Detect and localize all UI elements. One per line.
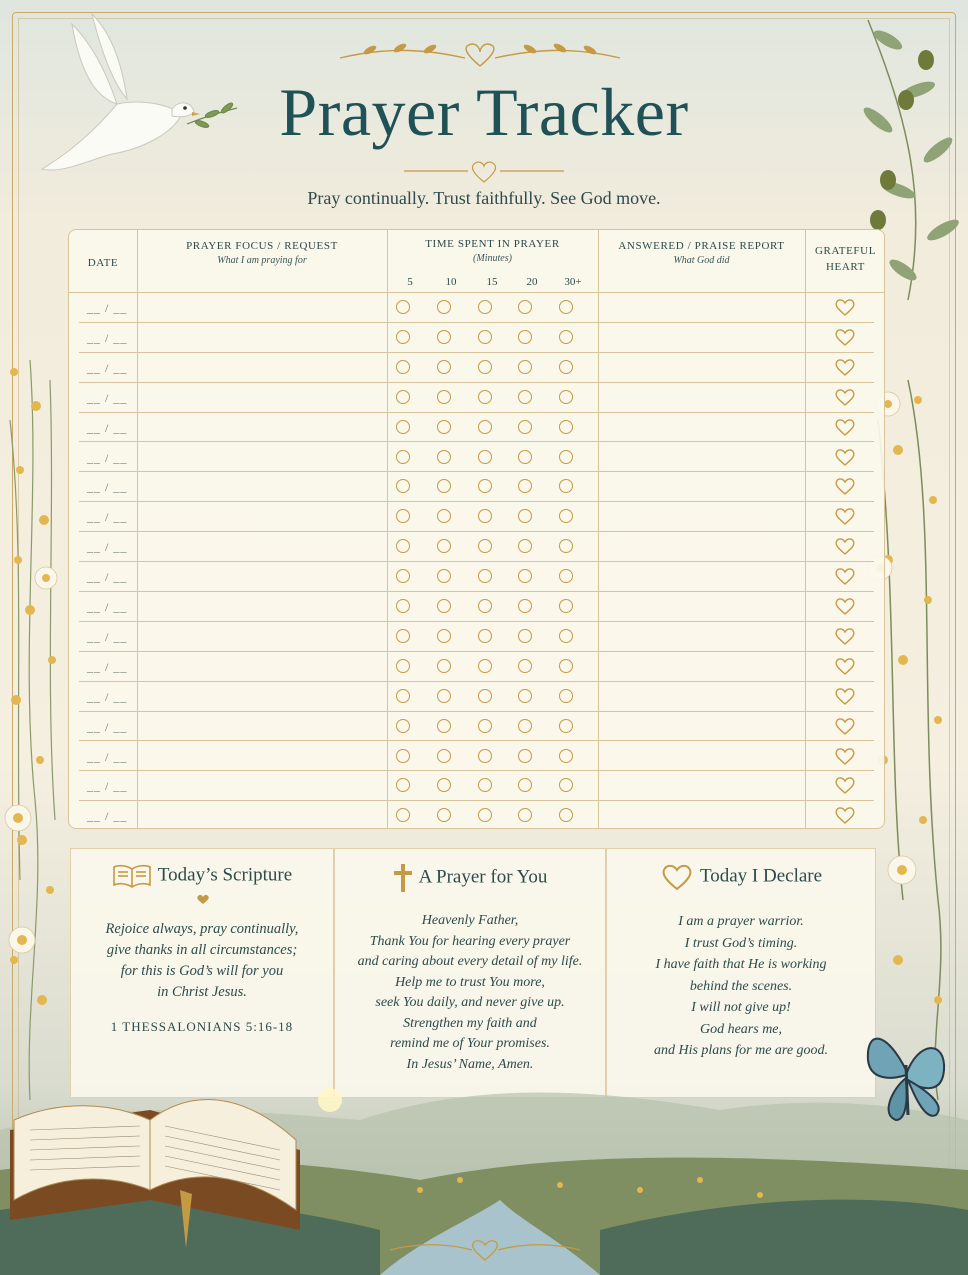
minute-circle-15[interactable] bbox=[478, 420, 492, 434]
bottom-flourish-ornament bbox=[380, 1234, 590, 1264]
bible-icon bbox=[0, 1070, 320, 1250]
prayer-focus-field[interactable] bbox=[139, 293, 385, 321]
table-row bbox=[79, 502, 874, 532]
table-row bbox=[79, 592, 874, 622]
prayer-focus-field[interactable] bbox=[139, 801, 385, 829]
answered-field[interactable] bbox=[600, 652, 805, 680]
answered-field[interactable] bbox=[600, 682, 805, 710]
minute-circle-15[interactable] bbox=[478, 479, 492, 493]
minute-circle-15[interactable] bbox=[478, 300, 492, 314]
butterfly-icon bbox=[856, 1020, 956, 1130]
prayer-focus-field[interactable] bbox=[139, 562, 385, 590]
table-row bbox=[79, 712, 874, 742]
minute-circle-20[interactable] bbox=[518, 808, 532, 822]
prayer-focus-field[interactable] bbox=[139, 502, 385, 530]
minute-circle-15[interactable] bbox=[478, 659, 492, 673]
grateful-heart-icon[interactable] bbox=[834, 686, 856, 706]
date-field[interactable]: __ / __ bbox=[87, 390, 128, 405]
minute-circle-5[interactable] bbox=[396, 360, 410, 374]
minute-circle-30plus[interactable] bbox=[559, 330, 573, 344]
grateful-heart-icon[interactable] bbox=[834, 387, 856, 407]
grateful-heart-icon[interactable] bbox=[834, 775, 856, 795]
grateful-heart-icon[interactable] bbox=[834, 566, 856, 586]
prayer-line: Heavenly Father, bbox=[421, 913, 519, 928]
date-field[interactable]: __ / __ bbox=[87, 360, 128, 375]
prayer-line: remind me of Your promises. bbox=[390, 1036, 550, 1051]
prayer-line: In Jesus’ Name, Amen. bbox=[406, 1056, 534, 1072]
table-row bbox=[79, 682, 874, 712]
grateful-heart-icon[interactable] bbox=[834, 716, 856, 736]
prayer-tracker-table bbox=[68, 229, 885, 829]
declare-line: I am a prayer warrior. bbox=[678, 914, 804, 929]
minute-circle-20[interactable] bbox=[518, 330, 532, 344]
declare-line: I will not give up! bbox=[691, 1000, 791, 1015]
date-field[interactable]: __ / __ bbox=[87, 420, 128, 435]
minute-label: 15 bbox=[486, 276, 498, 288]
prayer-title: A Prayer for You bbox=[418, 866, 548, 888]
minute-circle-10[interactable] bbox=[437, 360, 451, 374]
date-field[interactable]: __ / __ bbox=[87, 330, 128, 345]
minute-circle-15[interactable] bbox=[478, 808, 492, 822]
date-field[interactable]: __ / __ bbox=[87, 749, 128, 764]
table-row bbox=[79, 383, 874, 413]
minute-circle-30plus[interactable] bbox=[559, 450, 573, 464]
minute-circle-5[interactable] bbox=[396, 420, 410, 434]
header-answered-label: ANSWERED / PRAISE REPORT bbox=[618, 240, 785, 252]
minute-circle-5[interactable] bbox=[396, 599, 410, 613]
page-title: Prayer Tracker bbox=[279, 74, 689, 150]
table-row bbox=[79, 622, 874, 652]
prayer-focus-field[interactable] bbox=[139, 532, 385, 560]
minute-circle-5[interactable] bbox=[396, 629, 410, 643]
minute-circle-15[interactable] bbox=[478, 450, 492, 464]
minute-circle-30plus[interactable] bbox=[559, 778, 573, 792]
date-field[interactable]: __ / __ bbox=[87, 540, 128, 555]
minute-circle-10[interactable] bbox=[437, 539, 451, 553]
date-field[interactable]: __ / __ bbox=[87, 510, 128, 525]
date-field[interactable]: __ / __ bbox=[87, 629, 128, 644]
prayer-focus-field[interactable] bbox=[139, 742, 385, 770]
minute-circle-30plus[interactable] bbox=[559, 749, 573, 763]
minute-circle-20[interactable] bbox=[518, 599, 532, 613]
minute-circle-30plus[interactable] bbox=[559, 479, 573, 493]
minute-circle-10[interactable] bbox=[437, 599, 451, 613]
minute-circle-10[interactable] bbox=[437, 450, 451, 464]
minute-circle-30plus[interactable] bbox=[559, 659, 573, 673]
minute-circle-30plus[interactable] bbox=[559, 689, 573, 703]
date-field[interactable]: __ / __ bbox=[87, 570, 128, 585]
minute-circle-15[interactable] bbox=[478, 719, 492, 733]
prayer-line: Help me to trust You more, bbox=[395, 974, 545, 990]
scripture-reference: 1 THESSALONIANS 5:16-18 bbox=[110, 1019, 294, 1034]
minute-circle-30plus[interactable] bbox=[559, 599, 573, 613]
scripture-text bbox=[81, 919, 323, 1003]
declare-panel-header bbox=[607, 863, 875, 891]
minute-circle-5[interactable] bbox=[396, 659, 410, 673]
prayer-focus-field[interactable] bbox=[139, 383, 385, 411]
grateful-heart-icon[interactable] bbox=[834, 297, 856, 317]
header-time-spent-label: TIME SPENT IN PRAYER bbox=[425, 238, 560, 250]
minute-circle-5[interactable] bbox=[396, 778, 410, 792]
header-time-spent-sub: (Minutes) bbox=[473, 253, 512, 264]
minute-circle-15[interactable] bbox=[478, 599, 492, 613]
header-prayer-focus-label: PRAYER FOCUS / REQUEST bbox=[186, 240, 338, 252]
minute-circle-10[interactable] bbox=[437, 479, 451, 493]
prayer-focus-field[interactable] bbox=[139, 622, 385, 650]
minute-circle-5[interactable] bbox=[396, 689, 410, 703]
minute-circle-10[interactable] bbox=[437, 509, 451, 523]
prayer-focus-field[interactable] bbox=[139, 682, 385, 710]
date-field[interactable]: __ / __ bbox=[87, 719, 128, 734]
header-answered bbox=[598, 240, 805, 266]
prayer-focus-field[interactable] bbox=[139, 443, 385, 471]
minute-circle-5[interactable] bbox=[396, 479, 410, 493]
grateful-heart-icon[interactable] bbox=[834, 327, 856, 347]
open-book-icon bbox=[112, 863, 152, 889]
grateful-heart-icon[interactable] bbox=[834, 417, 856, 437]
minute-circle-20[interactable] bbox=[518, 778, 532, 792]
minute-circle-15[interactable] bbox=[478, 390, 492, 404]
table-row bbox=[79, 443, 874, 473]
minute-circle-10[interactable] bbox=[437, 808, 451, 822]
minute-circle-20[interactable] bbox=[518, 689, 532, 703]
answered-field[interactable] bbox=[600, 323, 805, 351]
minute-label: 10 bbox=[445, 276, 457, 288]
scripture-title: Today’s Scripture bbox=[157, 864, 293, 886]
table-row bbox=[79, 771, 874, 801]
minute-circle-5[interactable] bbox=[396, 390, 410, 404]
header-heart-label: HEART bbox=[825, 261, 865, 273]
scripture-line: for this is God’s will for you bbox=[120, 963, 284, 979]
minute-circle-20[interactable] bbox=[518, 509, 532, 523]
minute-circle-10[interactable] bbox=[437, 420, 451, 434]
answered-field[interactable] bbox=[600, 801, 805, 829]
minute-circle-30plus[interactable] bbox=[559, 629, 573, 643]
header-date: DATE bbox=[87, 257, 119, 269]
minute-circle-10[interactable] bbox=[437, 300, 451, 314]
prayer-focus-field[interactable] bbox=[139, 712, 385, 740]
table-row bbox=[79, 652, 874, 682]
answered-field[interactable] bbox=[600, 622, 805, 650]
date-field[interactable]: __ / __ bbox=[87, 779, 128, 794]
grateful-heart-icon[interactable] bbox=[834, 626, 856, 646]
minute-circle-20[interactable] bbox=[518, 629, 532, 643]
minute-circle-30plus[interactable] bbox=[559, 300, 573, 314]
minute-circle-20[interactable] bbox=[518, 450, 532, 464]
answered-field[interactable] bbox=[600, 502, 805, 530]
header-time-spent bbox=[387, 238, 598, 264]
minute-circle-10[interactable] bbox=[437, 569, 451, 583]
prayer-focus-field[interactable] bbox=[139, 353, 385, 381]
date-field[interactable]: __ / __ bbox=[87, 600, 128, 614]
date-field[interactable]: __ / __ bbox=[87, 480, 128, 495]
prayer-line: seek You daily, and never give up. bbox=[375, 995, 565, 1010]
prayer-focus-field[interactable] bbox=[139, 771, 385, 799]
minute-circle-30plus[interactable] bbox=[559, 360, 573, 374]
table-row bbox=[79, 562, 874, 592]
minute-circle-30plus[interactable] bbox=[559, 539, 573, 553]
declare-line: behind the scenes. bbox=[689, 978, 793, 994]
prayer-focus-field[interactable] bbox=[139, 323, 385, 351]
date-field[interactable]: __ / __ bbox=[87, 809, 128, 824]
minute-circle-30plus[interactable] bbox=[559, 390, 573, 404]
minute-circle-20[interactable] bbox=[518, 539, 532, 553]
minute-circle-5[interactable] bbox=[396, 509, 410, 523]
date-field[interactable]: __ / __ bbox=[87, 659, 128, 674]
minute-circle-10[interactable] bbox=[437, 778, 451, 792]
answered-field[interactable] bbox=[600, 293, 805, 321]
minute-circle-15[interactable] bbox=[478, 749, 492, 763]
answered-field[interactable] bbox=[600, 742, 805, 770]
minute-circle-10[interactable] bbox=[437, 719, 451, 733]
declare-title: Today I Declare bbox=[699, 865, 823, 887]
answered-field[interactable] bbox=[600, 562, 805, 590]
minute-circle-20[interactable] bbox=[518, 749, 532, 763]
table-row bbox=[79, 293, 874, 323]
scripture-panel-header bbox=[71, 863, 333, 889]
declare-line: and His plans for me are good. bbox=[653, 1043, 829, 1058]
answered-field[interactable] bbox=[600, 413, 805, 441]
heart-divider-icon bbox=[404, 156, 564, 186]
minute-circle-10[interactable] bbox=[437, 689, 451, 703]
scripture-line: Rejoice always, pray continually, bbox=[105, 921, 299, 937]
minute-circle-5[interactable] bbox=[396, 300, 410, 314]
minute-circle-30plus[interactable] bbox=[559, 569, 573, 583]
answered-field[interactable] bbox=[600, 383, 805, 411]
grateful-heart-icon[interactable] bbox=[834, 596, 856, 616]
date-field[interactable]: __ / __ bbox=[87, 689, 128, 704]
table-row bbox=[79, 801, 874, 829]
minute-circle-20[interactable] bbox=[518, 479, 532, 493]
top-flourish-ornament bbox=[330, 36, 630, 72]
minute-circle-30plus[interactable] bbox=[559, 808, 573, 822]
table-row bbox=[79, 532, 874, 562]
prayer-line: and caring about every detail of my life. bbox=[357, 954, 583, 969]
minute-circle-15[interactable] bbox=[478, 509, 492, 523]
minute-circle-15[interactable] bbox=[478, 689, 492, 703]
minute-circle-20[interactable] bbox=[518, 719, 532, 733]
minute-circle-5[interactable] bbox=[396, 450, 410, 464]
header-grateful-heart bbox=[805, 243, 885, 275]
minute-circle-20[interactable] bbox=[518, 659, 532, 673]
header-answered-sub: What God did bbox=[673, 255, 730, 266]
minute-circle-10[interactable] bbox=[437, 629, 451, 643]
answered-field[interactable] bbox=[600, 353, 805, 381]
table-row bbox=[79, 472, 874, 502]
minute-circle-20[interactable] bbox=[518, 360, 532, 374]
minute-circle-15[interactable] bbox=[478, 360, 492, 374]
date-field[interactable]: __ / __ bbox=[87, 450, 128, 465]
grateful-heart-icon[interactable] bbox=[834, 357, 856, 377]
table-row bbox=[79, 742, 874, 772]
prayer-line: Strengthen my faith and bbox=[403, 1015, 537, 1031]
answered-field[interactable] bbox=[600, 771, 805, 799]
minute-circle-15[interactable] bbox=[478, 778, 492, 792]
minute-label: 20 bbox=[526, 276, 538, 288]
minute-circle-5[interactable] bbox=[396, 749, 410, 763]
grateful-heart-icon[interactable] bbox=[834, 805, 856, 825]
prayer-focus-field[interactable] bbox=[139, 592, 385, 620]
header-prayer-focus bbox=[137, 240, 387, 266]
grateful-heart-icon[interactable] bbox=[834, 746, 856, 766]
minute-circle-5[interactable] bbox=[396, 808, 410, 822]
answered-field[interactable] bbox=[600, 712, 805, 740]
minute-circle-5[interactable] bbox=[396, 330, 410, 344]
prayer-line: Thank You for hearing every prayer bbox=[369, 933, 571, 949]
header-prayer-focus-sub: What I am praying for bbox=[217, 255, 307, 266]
minute-label: 30+ bbox=[564, 276, 582, 288]
page-subtitle: Pray continually. Trust faithfully. See God move. bbox=[307, 188, 661, 208]
minute-circle-20[interactable] bbox=[518, 420, 532, 434]
minute-circle-30plus[interactable] bbox=[559, 420, 573, 434]
cross-icon bbox=[393, 863, 413, 893]
scripture-line: give thanks in all circumstances; bbox=[106, 942, 298, 958]
declare-line: God hears me, bbox=[699, 1021, 783, 1037]
answered-field[interactable] bbox=[600, 472, 805, 500]
header-grateful-label: GRATEFUL bbox=[814, 245, 877, 257]
minute-circle-15[interactable] bbox=[478, 539, 492, 553]
prayer-panel-header bbox=[335, 863, 605, 893]
minute-circle-10[interactable] bbox=[437, 330, 451, 344]
prayer-focus-field[interactable] bbox=[139, 472, 385, 500]
minute-circle-30plus[interactable] bbox=[559, 719, 573, 733]
minute-circle-30plus[interactable] bbox=[559, 509, 573, 523]
grateful-heart-icon[interactable] bbox=[834, 447, 856, 467]
minute-circle-15[interactable] bbox=[478, 330, 492, 344]
date-field[interactable]: __ / __ bbox=[87, 301, 128, 315]
prayer-focus-field[interactable] bbox=[139, 652, 385, 680]
scripture-line: in Christ Jesus. bbox=[157, 984, 247, 1000]
declare-line: I have faith that He is working bbox=[655, 957, 827, 972]
minute-circle-10[interactable] bbox=[437, 659, 451, 673]
grateful-heart-icon[interactable] bbox=[834, 656, 856, 676]
minute-circle-15[interactable] bbox=[478, 629, 492, 643]
answered-field[interactable] bbox=[600, 443, 805, 471]
minute-circle-5[interactable] bbox=[396, 569, 410, 583]
grateful-heart-icon[interactable] bbox=[834, 536, 856, 556]
grateful-heart-icon[interactable] bbox=[834, 476, 856, 496]
heart-icon bbox=[660, 863, 694, 891]
minute-circle-20[interactable] bbox=[518, 390, 532, 404]
table-row bbox=[79, 413, 874, 443]
grateful-heart-icon[interactable] bbox=[834, 506, 856, 526]
minute-circle-20[interactable] bbox=[518, 569, 532, 583]
minute-label: 5 bbox=[407, 276, 413, 288]
minute-circle-5[interactable] bbox=[396, 719, 410, 733]
minute-circle-20[interactable] bbox=[518, 300, 532, 314]
declare-text bbox=[617, 911, 865, 1062]
minute-circle-15[interactable] bbox=[478, 569, 492, 583]
answered-field[interactable] bbox=[600, 532, 805, 560]
minute-circle-5[interactable] bbox=[396, 539, 410, 553]
small-heart-divider-icon bbox=[193, 893, 213, 905]
table-row bbox=[79, 323, 874, 353]
declare-line: I trust God’s timing. bbox=[684, 935, 798, 951]
prayer-focus-field[interactable] bbox=[139, 413, 385, 441]
table-row bbox=[79, 353, 874, 383]
minute-circle-10[interactable] bbox=[437, 390, 451, 404]
answered-field[interactable] bbox=[600, 592, 805, 620]
minute-circle-10[interactable] bbox=[437, 749, 451, 763]
